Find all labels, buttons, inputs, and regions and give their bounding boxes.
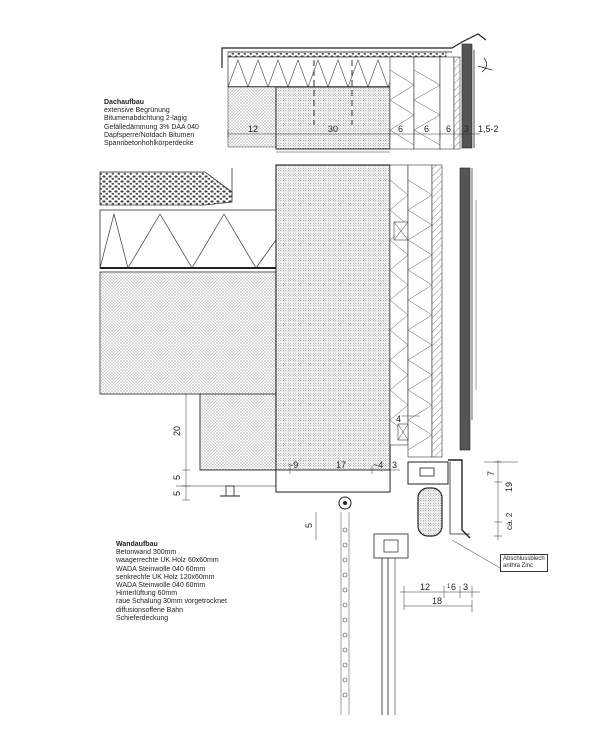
dim-vert-7: 7 <box>486 470 496 476</box>
dim-mid-9: ~9 <box>288 460 299 470</box>
roof-layer-3: Gefälledämmung 3% DAA 040 <box>104 123 199 131</box>
dim-bottom-12: 12 <box>420 582 431 592</box>
concrete-wall <box>276 152 390 492</box>
dim-vert-20: 20 <box>172 425 182 436</box>
flashing-label-line1: Abschlussblech <box>503 556 545 562</box>
dim-bottom-6: 6 <box>451 582 457 592</box>
dim-top-3: 3 <box>464 124 470 134</box>
dim-vert-5c: 5 <box>304 522 314 528</box>
flashing-label <box>500 554 548 572</box>
flashing-label-line2: anthra Zinc <box>503 563 534 569</box>
dim-top-6b: 6 <box>424 124 430 134</box>
roof-layer-5: Spannbetonhohlkörperdecke <box>104 140 194 148</box>
roof-layer-1: extensive Begrünung <box>104 107 170 115</box>
wall-buildup-title: Wandaufbau <box>116 541 158 548</box>
wall-layer-5: WADA Steinwolle 040 60mm <box>116 582 206 590</box>
roof-buildup-title: Dachaufbau <box>104 99 145 106</box>
floor-slab-assembly <box>100 168 276 470</box>
dim-top-1-5-2: 1,5-2 <box>478 124 499 134</box>
wall-layer-9: Schieferdeckung <box>116 614 169 622</box>
wall-layer-2: waagerrechte UK Holz 60x60mm <box>116 557 219 565</box>
wall-layer-8: diffusionsoffene Bahn <box>116 606 184 614</box>
wall-layer-7: raue Schalung 30mm vorgetrocknet <box>116 598 227 606</box>
wall-layer-4: senkrechte UK Holz 120x60mm <box>116 573 215 581</box>
rail-dots <box>343 528 347 697</box>
dim-mid-4: ~4 <box>373 460 384 470</box>
wall-layer-6: Hinterlüftung 60mm <box>116 590 178 598</box>
dim-top-30: 30 <box>328 124 339 134</box>
dim-vert-19: 19 <box>504 481 514 492</box>
wall-layer-1: Betonwand 300mm <box>116 549 177 557</box>
wall-layers <box>390 165 476 457</box>
roof-assembly <box>222 34 492 149</box>
dim-vert-5a: 5 <box>172 474 182 480</box>
dim-top-6c: 6 <box>446 124 452 134</box>
dim-top-6a: 6 <box>398 124 404 134</box>
wall-layer-3: WADA Steinwolle 040 60mm <box>116 565 206 573</box>
dim-small-4: 4 <box>396 414 402 424</box>
roof-buildup-label <box>104 99 199 148</box>
dim-vert-ca2: ca. 2 <box>505 512 514 530</box>
dim-bottom-18: 18 <box>432 596 443 606</box>
dim-bottom-3: 3 <box>463 582 469 592</box>
dim-top-12: 12 <box>248 124 259 134</box>
wall-buildup-label <box>116 541 227 623</box>
dim-mid-17: 17 <box>336 460 347 470</box>
dim-vert-5b: 5 <box>172 490 182 496</box>
dim-mid-3: 3 <box>392 460 398 470</box>
roof-layer-2: Bitumenabdichtung 2-lagig <box>104 115 187 123</box>
dim-bottom-1: 1 <box>447 584 451 590</box>
roof-layer-4: Dapfsperre/Notdach Bitumen <box>104 131 195 139</box>
